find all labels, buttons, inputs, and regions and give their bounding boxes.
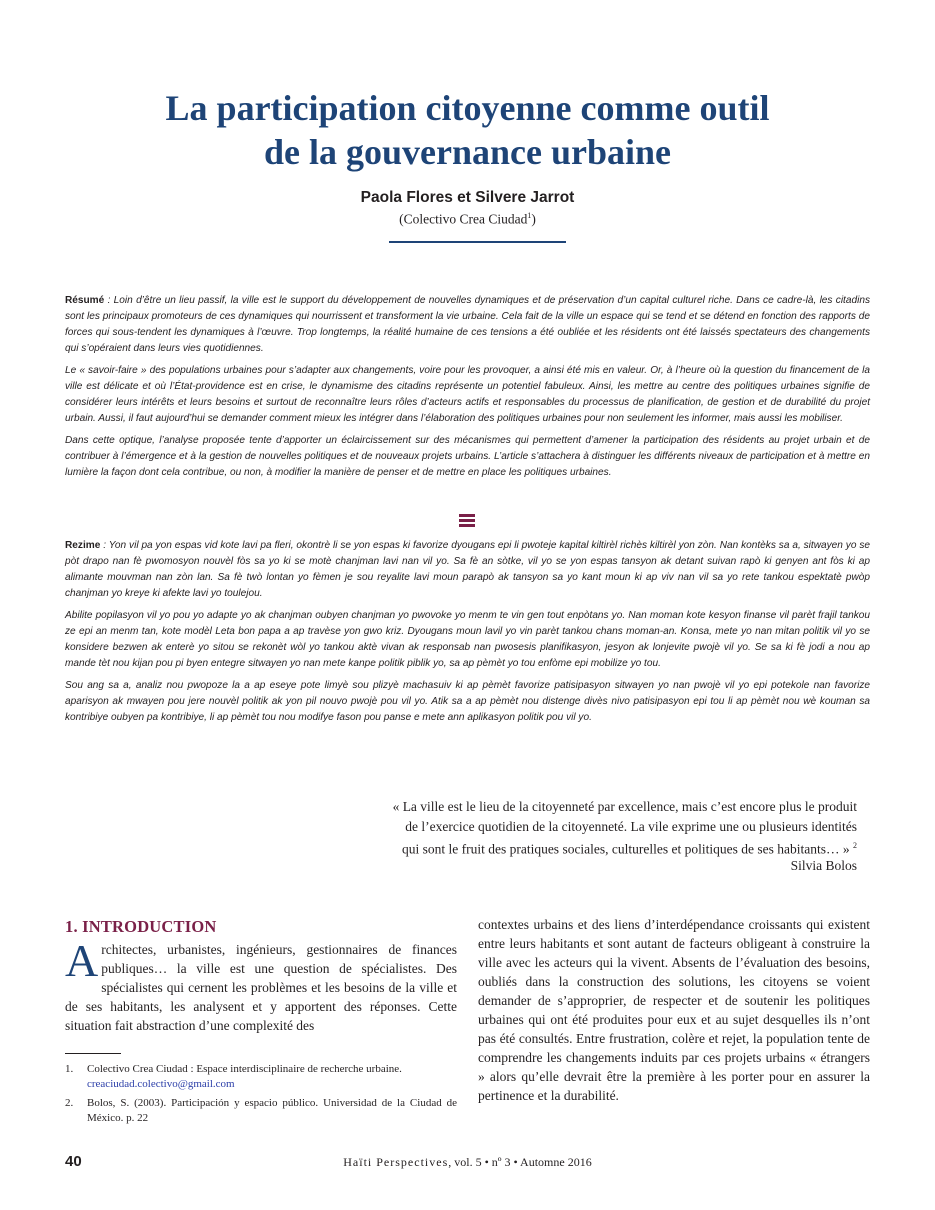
rezime-abstract — [65, 538, 870, 732]
article-title — [60, 86, 875, 174]
resume-label: Résumé — [65, 295, 105, 306]
resume-paragraph-2: Le « savoir-faire » des populations urbaines pour s’adapter aux changements, voire pour les provoquer, a ainsi été mis en valeur. Or, à l’heure où la question du financement de la ville est délicate et où l’État-providence est en crise, le dynamisme des citadins représente un potentiel fabuleux. Ainsi, les mettre au centre des politiques urbaines signifie de considérer leurs intérêts et leurs besoins et surtout de reconnaître leurs rôles d’acteurs actifs et responsables du processus de planification, de gestion et de durabilité du projet urbain. Aussi, il faut aujourd’hui se demander comment mieux les intégrer dans l’élaboration des politiques urbaines pour non seulement les informer, mais aussi les mobiliser. — [65, 365, 870, 424]
footnote-2-text: Bolos, S. (2003). Participación y espacio público. Universidad de la Ciudad de México. p. 22 — [87, 1097, 457, 1124]
rezime-paragraph-3: Sou ang sa a, analiz nou pwopoze la a ap eseye pote limyè sou plizyè machasuiv ki ap pèmèt favorize patisipasyon sitwayen yo nan pwojè vil yo epi potekole nan favorize aparisyon ak mwayen pou jere nouvèl politik ak yon pil nouvo pwojè pou vil yo. Atik sa a ap pèmèt nou distenge divès nivo patisipasyon epi tou li ap pèmèt nou wè kouman sa kontribiye oubyen pa kontribiye, li ap pèmèt tou nou modifye fason pou panse e mete ann aplikasyon politik pou vil yo. — [65, 680, 870, 723]
footnote-1-number: 1. — [65, 1063, 74, 1075]
epigraph-line-1: « La ville est le lieu de la citoyenneté par excellence, mais c’est encore plus le produit — [392, 799, 857, 814]
rezime-paragraph-1 — [65, 538, 870, 602]
footnote-ref-1[interactable]: 1 — [527, 211, 532, 220]
resume-abstract — [65, 293, 870, 487]
issue-info: , vol. 5 • nº 3 • Automne 2016 — [448, 1155, 592, 1169]
footnote-rule — [65, 1053, 121, 1054]
body-column-left — [65, 935, 457, 1035]
footnote-2 — [65, 1096, 457, 1126]
rezime-paragraph-2: Abilite popilasyon vil yo pou yo adapte yo ak chanjman oubyen chanjman yo pwovoke yo menm te vin gen tout enpòtans yo. Nan moman kote kesyon finanse vil parèt frajil tankou ze epi an menm tan, kote modèl Leta bon papa a ap travèse yon gwo kriz. Dyougans moun lavil yo vin parèt tankou chans moman-an. Konsa, mete yo nan mitan politik vil yo se konsidere bezwen ak enterè yo sitou se rekonèt wòl yo tankou aktè vivan ak responsab nan pwosesis planifikasyon, jesyon ak lonjevite pwojè vil yo. Se sa ki fè jodi a nou ap mande tèt nou kijan pou pi byen entegre sitwayen yo nan mete kanpe politik piblik yo, sa ap pèmèt yo tou enfòme epi mobilize yo tou. — [65, 610, 870, 669]
epigraph-line-3 — [340, 836, 857, 859]
title-rule — [389, 241, 566, 243]
drop-cap: A — [65, 935, 99, 986]
footnote-1 — [65, 1062, 457, 1092]
title-line-1: La participation citoyenne comme outil — [165, 88, 770, 128]
epigraph-author: Silvia Bolos — [790, 858, 857, 873]
footnote-ref-2[interactable]: 2 — [853, 841, 857, 850]
running-footer — [0, 1155, 935, 1170]
journal-name: Haïti Perspectives — [343, 1155, 449, 1169]
footnote-1-text: Colectivo Crea Ciudad : Espace interdisciplinaire de recherche urbaine. — [87, 1063, 402, 1075]
footnote-1-body — [87, 1062, 457, 1092]
authors: Paola Flores et Silvere Jarrot — [360, 189, 575, 206]
body-text-left: rchitectes, urbanistes, ingénieurs, gestionnaires de finances publiques… la ville est une question de spécialistes. Des spécialistes qui cernent les problèmes et les besoins de la ville et de ses habitants, les analysent et y apportent des réponses. Cette situation fait abstraction d’une complexité des — [65, 942, 457, 1033]
affiliation-close: ) — [531, 211, 536, 227]
resume-paragraph-1 — [65, 293, 870, 357]
page-number: 40 — [65, 1153, 82, 1170]
epigraph-quote — [340, 797, 857, 859]
footnote-2-number: 2. — [65, 1097, 74, 1109]
resume-paragraph-3: Dans cette optique, l’analyse proposée tente d’apporter un éclaircissement sur des mécanismes qui permettent d’amener la participation des résidents au projet urbain et de contribuer à l’émergence et à la gestion de nouvelles politiques et de nouveaux projets urbains. L’article s’attachera à distinguer les différents niveaux de participation et à mettre en lumière la façon dont cela contribue, ou non, à modifier la manière de penser et de mettre en place les politiques urbaines. — [65, 435, 870, 478]
body-column-right: contextes urbains et des liens d’interdépendance croissants qui existent entre leurs habitants et sont autant de facteurs obligeant à construire la ville avec les acteurs qui la vivent. Absents de l’évaluation des besoins, oubliés dans la construction des solutions, les citoyens se voient demander de s’approprier, de respecter et de soutenir les politiques urbaines qui ont été produites pour eux et au sujet desquelles ils n’ont pas été consultés. Entre frustration, colère et rejet, la population tente de comprendre les changements induits par ces projets urbains « étrangers » alors qu’elle devrait être la première à les porter pour en assurer la pertinence et la durabilité. — [478, 917, 870, 1103]
epigraph-line-3-text: qui sont le fruit des pratiques sociales, culturelles et politiques de ses habitants… » — [401, 841, 850, 857]
section-divider-icon — [459, 514, 475, 528]
footnote-1-email-link[interactable]: creaciudad.colectivo@gmail.com — [87, 1078, 235, 1090]
epigraph-line-2: de l’exercice quotidien de la citoyenneté. La vile exprime une ou plusieurs identités — [405, 818, 857, 834]
resume-text-1: : Loin d’être un lieu passif, la ville est le support du développement de nouvelles dynamiques et de préservation d’un capital culturel riche. Dans ce cadre-là, les citadins sont les principaux promoteurs de ces dynamiques qui nourrissent et transforment la vie urbaine. Cela fait de la ville un espace qui se tend et se détend en fonction des rapports de forces qui sous-tendent les dynamiques à l’œuvre. Trop longtemps, la réalité humaine de ces tensions a été oubliée et les résidents ont été laissés spectateurs des changements qui s’opéraient dans leurs vies quotidiennes. — [65, 295, 870, 354]
affiliation-text: (Colectivo Crea Ciudad — [399, 211, 528, 227]
affiliation — [0, 211, 935, 228]
rezime-text-1: : Yon vil pa yon espas vid kote lavi pa fleri, okontrè li se yon espas ki favorize dyougans epi li pwoteje kapital kiltirèl richès kiltirèl yon zòn. Nan kontèks sa a, sitwayen yo se pòt drapo nan fè pwomosyon nouvèl fòs sa yo ki se motè chanjman lavi nan vil yo. Sa fè an sòtke, vil yo se yon espas tansyon ak detant suivan rapò ki genyen ant fòs ki ap alimante mouvman nan zòn lan. Sa fè twò lontan yo fèmen je sou reyalite lavi moun parapò ak tansyon sa yo kant moun ki ap viv nan vil sa yo rete tankou espektatè pwòp chanjman yo kreye ki afekte lavi yo toulejou. — [65, 540, 870, 599]
rezime-label: Rezime — [65, 540, 101, 551]
title-line-2: de la gouvernance urbaine — [263, 132, 671, 172]
section-heading: 1. INTRODUCTION — [65, 917, 217, 936]
